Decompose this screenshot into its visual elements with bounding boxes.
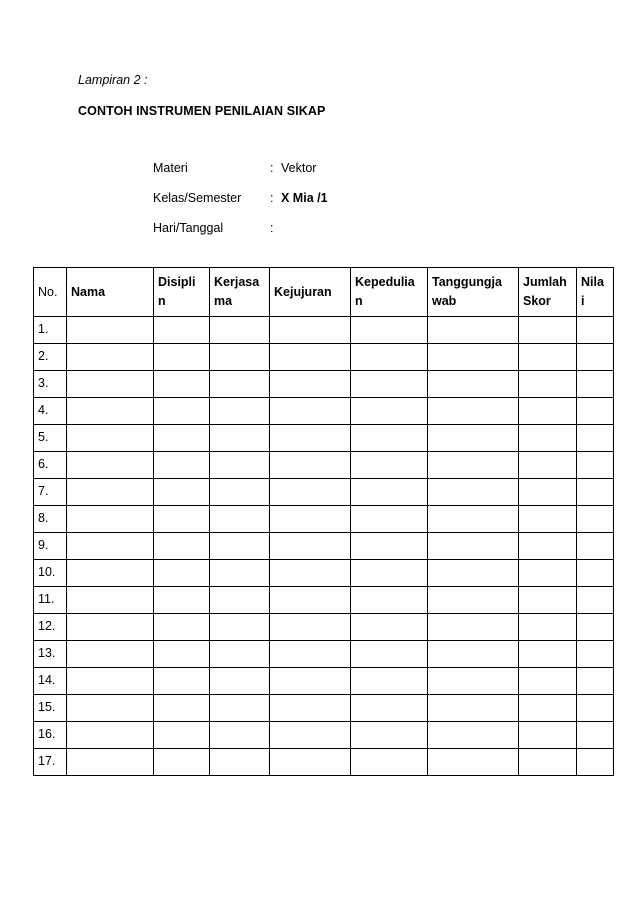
empty-cell [154,452,210,479]
table-row [34,695,614,722]
table-row [34,587,614,614]
row-number-cell: 14. [34,668,67,695]
empty-cell [210,479,270,506]
empty-cell [210,533,270,560]
row-number-cell: 6. [34,452,67,479]
attachment-caption: Lampiran 2 : [78,73,148,87]
table-row [34,668,614,695]
empty-cell [67,668,154,695]
header-kepedulian: Kepedulia n [351,268,428,317]
empty-cell [428,398,519,425]
empty-cell [270,479,351,506]
meta-colon: : [270,161,274,175]
empty-cell [270,317,351,344]
empty-cell [154,425,210,452]
empty-cell [270,560,351,587]
meta-label-hari: Hari/Tanggal [153,221,224,235]
empty-cell [519,506,577,533]
empty-cell [154,371,210,398]
table-header-row [34,268,614,317]
empty-cell [67,587,154,614]
empty-cell [577,479,614,506]
empty-cell [577,398,614,425]
empty-cell [577,668,614,695]
empty-cell [154,560,210,587]
header-nilai: Nila i [577,268,614,317]
empty-cell [351,695,428,722]
empty-cell [351,722,428,749]
empty-cell [428,560,519,587]
empty-cell [428,479,519,506]
empty-cell [577,722,614,749]
empty-cell [154,317,210,344]
empty-cell [519,344,577,371]
header-kerjasama: Kerjasa ma [210,268,270,317]
empty-cell [154,749,210,776]
header-kejujuran: Kejujuran [270,268,351,317]
header-tanggungjawab: Tanggungja wab [428,268,519,317]
empty-cell [270,695,351,722]
empty-cell [270,587,351,614]
empty-cell [519,452,577,479]
empty-cell [519,668,577,695]
empty-cell [519,641,577,668]
empty-cell [351,533,428,560]
empty-cell [67,452,154,479]
empty-cell [210,641,270,668]
empty-cell [270,398,351,425]
empty-cell [351,317,428,344]
empty-cell [519,398,577,425]
empty-cell [577,749,614,776]
empty-cell [351,425,428,452]
empty-cell [577,533,614,560]
empty-cell [210,317,270,344]
empty-cell [428,587,519,614]
table-row [34,722,614,749]
empty-cell [577,641,614,668]
empty-cell [210,452,270,479]
empty-cell [577,614,614,641]
empty-cell [154,641,210,668]
empty-cell [270,425,351,452]
table-row [34,614,614,641]
header-disiplin: Disipli n [154,268,210,317]
table-row [34,479,614,506]
empty-cell [67,533,154,560]
row-number-cell: 15. [34,695,67,722]
empty-cell [67,641,154,668]
empty-cell [67,722,154,749]
empty-cell [210,668,270,695]
header-nama: Nama [67,268,154,317]
empty-cell [270,371,351,398]
empty-cell [519,695,577,722]
empty-cell [270,344,351,371]
row-number-cell: 7. [34,479,67,506]
empty-cell [210,587,270,614]
empty-cell [577,317,614,344]
table-row [34,560,614,587]
empty-cell [428,344,519,371]
empty-cell [154,344,210,371]
empty-cell [154,668,210,695]
empty-cell [351,452,428,479]
meta-colon: : [270,221,274,235]
row-number-cell: 17. [34,749,67,776]
empty-cell [577,506,614,533]
empty-cell [270,641,351,668]
empty-cell [67,506,154,533]
meta-label-materi: Materi [153,161,188,175]
empty-cell [428,614,519,641]
empty-cell [351,641,428,668]
row-number-cell: 5. [34,425,67,452]
empty-cell [428,749,519,776]
meta-colon: : [270,191,274,205]
empty-cell [154,506,210,533]
table-body [34,317,614,776]
empty-cell [154,398,210,425]
empty-cell [428,425,519,452]
meta-value-kelas: X Mia /1 [281,191,328,205]
empty-cell [210,560,270,587]
row-number-cell: 4. [34,398,67,425]
empty-cell [210,398,270,425]
empty-cell [67,560,154,587]
table-row [34,398,614,425]
empty-cell [67,614,154,641]
empty-cell [519,749,577,776]
empty-cell [351,506,428,533]
table-row [34,641,614,668]
empty-cell [270,452,351,479]
table-row [34,452,614,479]
empty-cell [67,344,154,371]
empty-cell [428,317,519,344]
empty-cell [577,587,614,614]
empty-cell [428,668,519,695]
empty-cell [67,371,154,398]
empty-cell [351,371,428,398]
empty-cell [210,425,270,452]
empty-cell [519,317,577,344]
empty-cell [351,668,428,695]
empty-cell [270,722,351,749]
empty-cell [270,614,351,641]
row-number-cell: 2. [34,344,67,371]
empty-cell [351,614,428,641]
table-row [34,317,614,344]
empty-cell [428,695,519,722]
empty-cell [577,344,614,371]
row-number-cell: 11. [34,587,67,614]
empty-cell [351,479,428,506]
empty-cell [351,749,428,776]
empty-cell [210,371,270,398]
empty-cell [519,533,577,560]
empty-cell [519,425,577,452]
meta-label-kelas: Kelas/Semester [153,191,242,205]
row-number-cell: 9. [34,533,67,560]
empty-cell [210,506,270,533]
empty-cell [270,506,351,533]
empty-cell [210,749,270,776]
empty-cell [270,533,351,560]
empty-cell [67,749,154,776]
empty-cell [577,371,614,398]
empty-cell [428,506,519,533]
document-title: CONTOH INSTRUMEN PENILAIAN SIKAP [78,104,326,118]
empty-cell [67,398,154,425]
empty-cell [351,344,428,371]
empty-cell [428,452,519,479]
row-number-cell: 13. [34,641,67,668]
empty-cell [154,722,210,749]
table-row [34,749,614,776]
empty-cell [67,479,154,506]
empty-cell [577,560,614,587]
empty-cell [210,695,270,722]
header-jumlah-skor: Jumlah Skor [519,268,577,317]
empty-cell [270,749,351,776]
empty-cell [519,614,577,641]
empty-cell [577,425,614,452]
empty-cell [351,587,428,614]
row-number-cell: 1. [34,317,67,344]
empty-cell [519,479,577,506]
empty-cell [210,344,270,371]
empty-cell [154,479,210,506]
empty-cell [67,695,154,722]
empty-cell [154,614,210,641]
empty-cell [428,533,519,560]
empty-cell [577,452,614,479]
empty-cell [519,371,577,398]
empty-cell [428,371,519,398]
empty-cell [519,587,577,614]
empty-cell [154,533,210,560]
empty-cell [210,614,270,641]
row-number-cell: 12. [34,614,67,641]
row-number-cell: 8. [34,506,67,533]
empty-cell [519,722,577,749]
empty-cell [154,695,210,722]
meta-value-materi: Vektor [281,161,317,175]
row-number-cell: 16. [34,722,67,749]
empty-cell [270,668,351,695]
empty-cell [67,317,154,344]
empty-cell [428,722,519,749]
empty-cell [154,587,210,614]
empty-cell [210,722,270,749]
header-no: No. [34,268,67,317]
empty-cell [577,695,614,722]
table-row [34,533,614,560]
empty-cell [67,425,154,452]
empty-cell [351,560,428,587]
assessment-table [33,267,614,776]
empty-cell [428,641,519,668]
table-row [34,371,614,398]
table-row [34,344,614,371]
empty-cell [519,560,577,587]
table-row [34,506,614,533]
table-row [34,425,614,452]
row-number-cell: 3. [34,371,67,398]
row-number-cell: 10. [34,560,67,587]
empty-cell [351,398,428,425]
